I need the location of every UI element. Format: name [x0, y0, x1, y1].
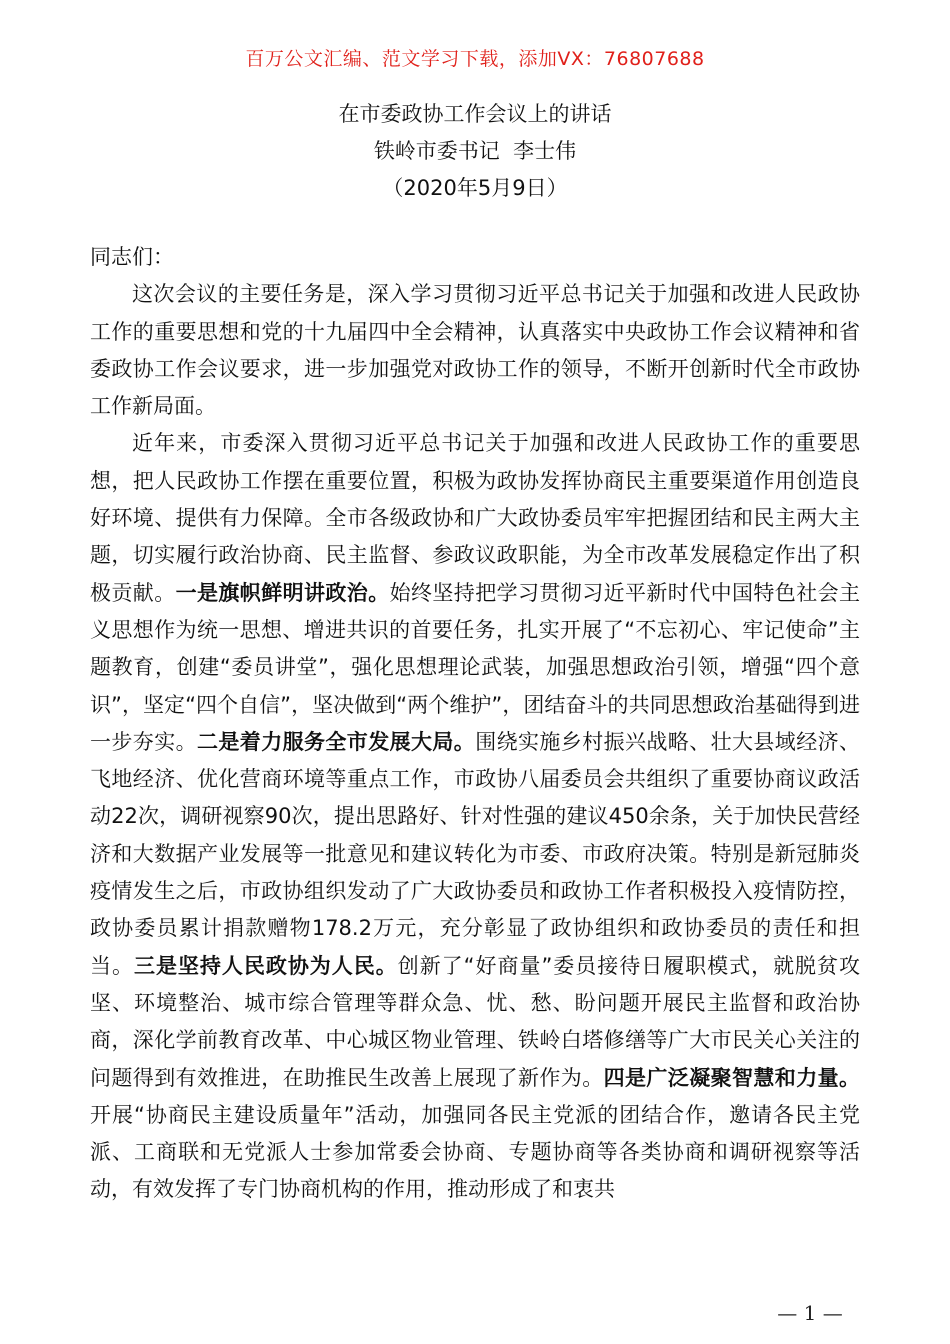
- download-banner: 百万公文汇编、范文学习下载，添加VX：76807688: [245, 48, 705, 70]
- point-2-text: 围绕实施乡村振兴战略、壮大县域经济、飞地经济、优化营商环境等重点工作，市政协八届委员会共组织了重要协商议政活动22次，调研视察90次，提出思路好、针对性强的建议450余条，关于加快民营经济和大数据产业发展等一批意见和建议转化为市委、市政府决策。特别是新冠肺炎疫情发生之后，市政协组织发动了广大政协委员和政协工作者积极投入疫情防控，政协委员累计捐款赠物178.2万元，充分彰显了政协组织和政协委员的责任和担当。: [90, 729, 861, 978]
- title-block: [0, 96, 950, 207]
- point-4-heading: 四是广泛凝聚智慧和力量。: [603, 1065, 861, 1090]
- speech-author: 铁岭市委书记 李士伟: [373, 139, 577, 163]
- point-3-heading: 三是坚持人民政协为人民。: [133, 953, 398, 978]
- point-3-text: 创新了“好商量”委员接待日履职模式，就脱贫攻坚、环境整治、城市综合管理等群众急、忧、愁、盼问题开展民主监督和政治协商，深化学前教育改革、中心城区物业管理、铁岭白塔修缮等广大市民关心关注的问题得到有效推进，在助推民生改善上展现了新作为。: [90, 953, 861, 1090]
- speech-body: [90, 239, 860, 1209]
- paragraph-2-intro: 近年来，市委深入贯彻习近平总书记关于加强和改进人民政协工作的重要思想，把人民政协工作摆在重要位置，积极为政协发挥协商民主重要渠道作用创造良好环境、提供有力保障。全市各级政协和广大政协委员牢牢把握团结和民主两大主题，切实履行政治协商、民主监督、参政议政职能，为全市改革发展稳定作出了积极贡献。: [90, 431, 860, 605]
- point-2-heading: 二是着力服务全市发展大局。: [197, 729, 476, 754]
- page-number: — 1 —: [777, 1301, 843, 1325]
- point-1-heading: 一是旗帜鲜明讲政治。: [175, 580, 390, 605]
- point-4-text: 开展“协商民主建设质量年”活动，加强同各民主党派的团结合作，邀请各民主党派、工商联和无党派人士参加常委会协商、专题协商等各类协商和调研视察等活动，有效发挥了专门协商机构的作用，推动形成了和衷共: [90, 1102, 860, 1202]
- salutation: 同志们：: [90, 245, 174, 269]
- speech-title: 在市委政协工作会议上的讲话: [338, 102, 612, 126]
- speech-date: （2020年5月9日）: [382, 176, 568, 200]
- paragraph-1: 这次会议的主要任务是，深入学习贯彻习近平总书记关于加强和改进人民政协工作的重要思想和党的十九届四中全会精神，认真落实中央政协工作会议精神和省委政协工作会议要求，进一步加强党对政协工作的领导，不断开创新时代全市政协工作新局面。: [90, 282, 860, 419]
- point-1-text: 始终坚持把学习贯彻习近平新时代中国特色社会主义思想作为统一思想、增进共识的首要任务，扎实开展了“不忘初心、牢记使命”主题教育，创建“委员讲堂”，强化思想理论武装，加强思想政治引领，增强“四个意识”，坚定“四个自信”，坚决做到“两个维护”，团结奋斗的共同思想政治基础得到进一步夯实。: [90, 580, 861, 754]
- paragraph-2: [90, 425, 860, 1208]
